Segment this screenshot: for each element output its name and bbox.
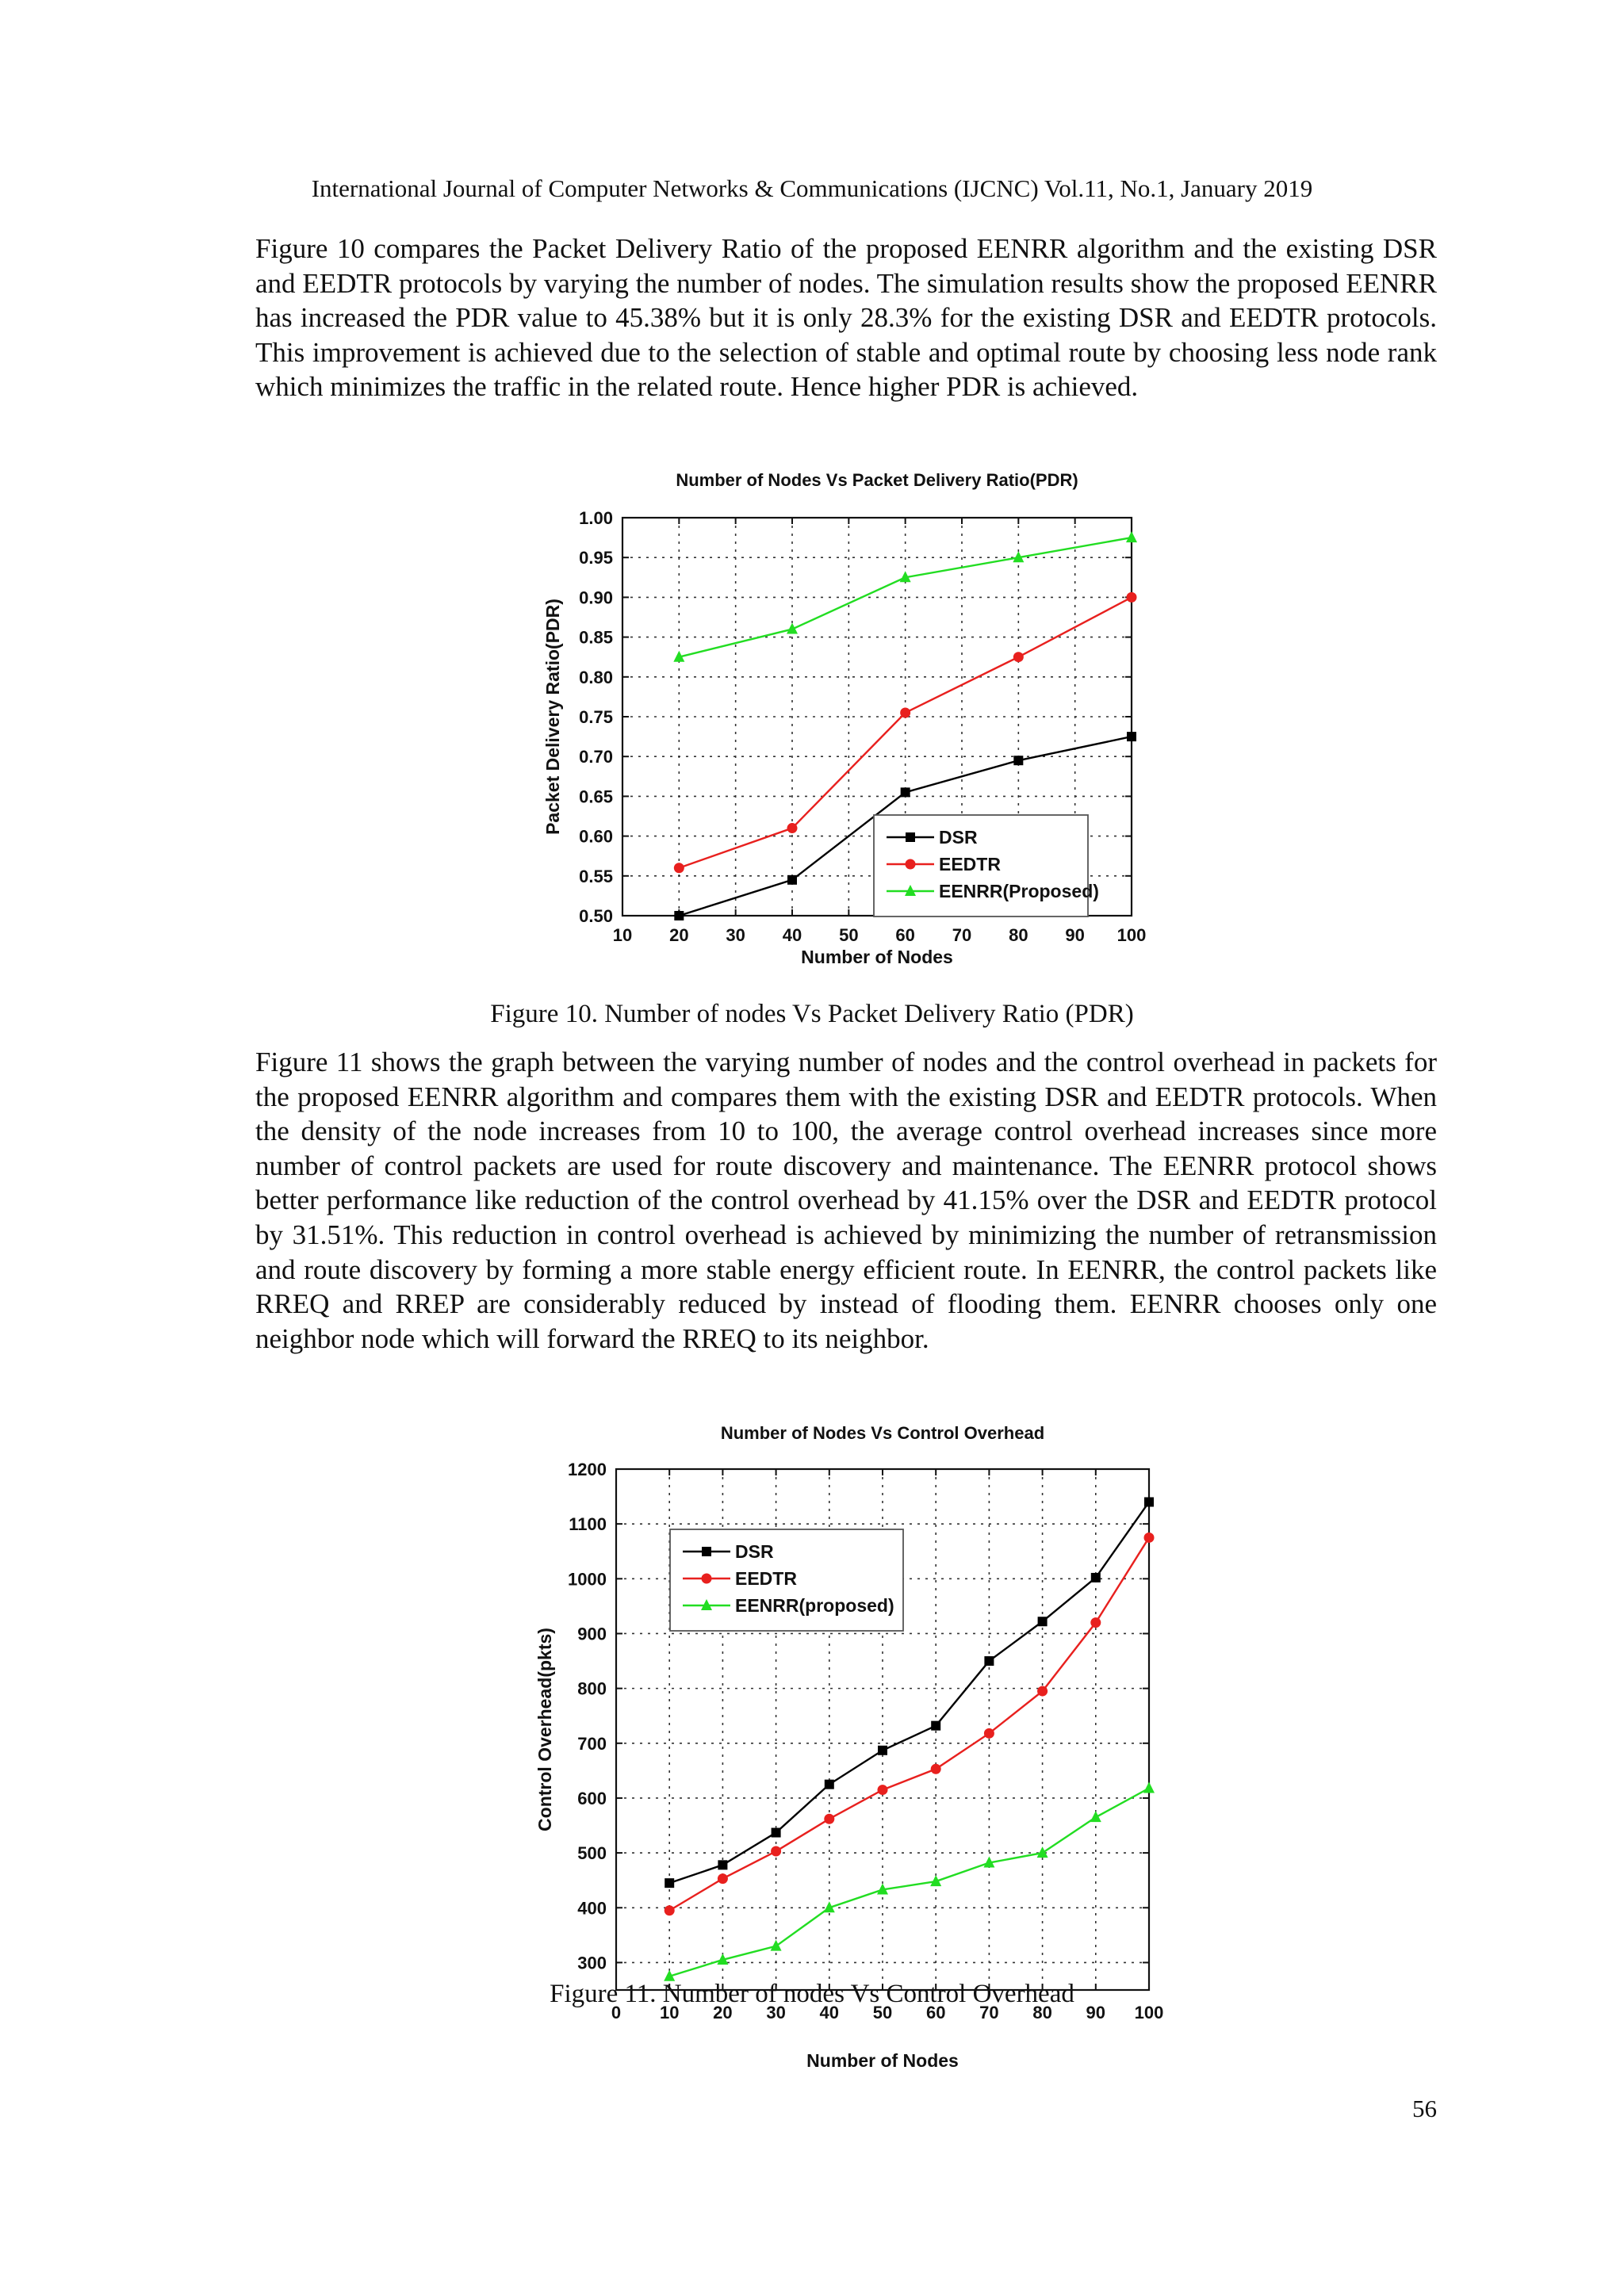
- chart0-y-tick-label-4: 0.70: [579, 747, 613, 767]
- chart1-point-eedtr-1: [718, 1873, 728, 1884]
- chart1-point-dsr-2: [772, 1828, 781, 1838]
- chart0-y-tick-label-1: 0.55: [579, 866, 613, 886]
- chart1-point-dsr-6: [984, 1656, 994, 1666]
- chart1-x-tick-label-0: 0: [611, 2003, 622, 2022]
- chart1-point-dsr-0: [665, 1878, 674, 1888]
- chart0-legend: [874, 815, 1099, 916]
- chart1-point-eenrr-proposed-9: [1143, 1781, 1155, 1793]
- chart0-title: Number of Nodes Vs Packet Delivery Ratio(PDR): [676, 470, 1078, 490]
- chart1-point-eedtr-6: [984, 1728, 994, 1739]
- chart1-point-dsr-1: [718, 1860, 727, 1869]
- chart1-y-tick-label-3: 600: [577, 1788, 607, 1808]
- chart1-y-tick-label-2: 500: [577, 1843, 607, 1864]
- chart0-point-eedtr-0: [674, 863, 684, 873]
- chart1-y-tick-label-8: 1100: [569, 1514, 607, 1535]
- chart1-series-eenrr-proposed: [664, 1781, 1155, 1980]
- chart0-y-axis-label: Packet Delivery Ratio(PDR): [542, 599, 563, 835]
- chart1-point-eedtr-3: [824, 1814, 834, 1824]
- chart1-x-tick-label-2: 20: [713, 2003, 733, 2022]
- chart1-x-axis-label: Number of Nodes: [806, 2050, 959, 2071]
- chart0-y-tick-label-0: 0.50: [579, 906, 613, 926]
- chart1-point-dsr-7: [1038, 1617, 1048, 1626]
- chart1-point-eedtr-5: [931, 1764, 941, 1774]
- chart0-point-eenrr-proposed-4: [1126, 531, 1137, 542]
- chart0-point-dsr-0: [674, 911, 684, 920]
- chart1-legend-label-eenrr-proposed: EENRR(proposed): [735, 1595, 894, 1616]
- chart0-point-dsr-3: [1013, 756, 1023, 765]
- chart1-y-tick-label-9: 1200: [568, 1460, 607, 1479]
- chart0-x-tick-label-8: 90: [1065, 925, 1085, 945]
- chart0-legend-label-eenrr-proposed: EENRR(Proposed): [939, 881, 1099, 901]
- chart0-point-eedtr-4: [1127, 592, 1137, 603]
- chart1-y-tick-label-7: 1000: [568, 1569, 607, 1590]
- chart1-x-tick-label-6: 60: [925, 2003, 946, 2022]
- chart1-x-tick-label-7: 70: [979, 2003, 999, 2022]
- chart1-x-tick-label-5: 50: [872, 2003, 893, 2022]
- chart0-x-tick-label-1: 20: [669, 925, 689, 945]
- chart1-x-tick-label-10: 100: [1134, 2003, 1164, 2022]
- chart1-point-dsr-9: [1144, 1497, 1154, 1506]
- chart1-point-eedtr-7: [1037, 1686, 1048, 1697]
- chart0-legend-label-eedtr: EEDTR: [939, 854, 1001, 874]
- chart1-x-tick-label-9: 90: [1086, 2003, 1106, 2022]
- chart0-y-tick-label-5: 0.75: [579, 707, 613, 727]
- chart1-y-tick-label-0: 300: [577, 1953, 607, 1973]
- chart1-point-dsr-8: [1091, 1573, 1101, 1582]
- chart1-point-eedtr-8: [1090, 1617, 1101, 1628]
- chart0-y-tick-label-8: 0.90: [579, 587, 613, 608]
- chart0-x-tick-label-5: 60: [895, 925, 915, 945]
- chart1-title: Number of Nodes Vs Control Overhead: [720, 1423, 1045, 1443]
- chart1-x-tick-label-1: 10: [659, 2003, 680, 2022]
- chart1-point-eedtr-0: [665, 1905, 675, 1915]
- chart0-y-tick-label-9: 0.95: [579, 548, 613, 568]
- journal-header: International Journal of Computer Networks & Communications (IJCNC) Vol.11, No.1, January 2019: [311, 174, 1313, 202]
- chart0-x-tick-label-4: 50: [839, 925, 859, 945]
- chart1-point-eenrr-proposed-7: [1037, 1846, 1048, 1858]
- chart0-x-tick-label-0: 10: [612, 925, 633, 945]
- chart0-point-dsr-4: [1127, 732, 1136, 741]
- chart1-y-axis-label: Control Overhead(pkts): [534, 1628, 555, 1831]
- chart1-point-dsr-3: [825, 1780, 834, 1789]
- chart0-legend-marker-eedtr: [906, 859, 916, 870]
- chart1-point-eenrr-proposed-2: [771, 1940, 782, 1951]
- chart0-point-eedtr-1: [787, 823, 798, 833]
- chart0-point-dsr-1: [787, 875, 797, 885]
- chart1-y-tick-label-5: 800: [577, 1678, 607, 1699]
- paragraph-figure-11-discussion: Figure 11 shows the graph between the varying number of nodes and the control overhead in packets for the proposed EENRR algorithm and compares them with the existing DSR and EEDTR protocols. When the density of the node increases from 10 to 100, the average control overhead increases since more number of control packets are used for route discovery and maintenance. The EENRR protocol shows better performance like reduction of the control overhead by 41.15% over the DSR and EEDTR protocol by 31.51%. This reduction in control overhead is achieved by minimizing the number of retransmission and route discovery by forming a more stable energy efficient route. In EENRR, the control packets like RREQ and RREP are considerably reduced by instead of flooding them. EENRR chooses only one neighbor node which will forward the RREQ to its neighbor.: [255, 1047, 1437, 1354]
- chart1-x-tick-label-4: 40: [819, 2003, 840, 2022]
- chart1-legend-marker-eedtr: [702, 1574, 712, 1584]
- paragraph-figure-10-discussion: Figure 10 compares the Packet Delivery Ratio of the proposed EENRR algorithm and the existing DSR and EEDTR protocols by varying the number of nodes. The simulation results show the proposed EENRR has increased the PDR value to 45.38% but it is only 28.3% for the existing DSR and EEDTR protocols. This improvement is achieved due to the selection of stable and optimal route by choosing less node rank which minimizes the traffic in the related route. Hence higher PDR is achieved.: [255, 233, 1437, 403]
- chart1-point-eedtr-2: [771, 1846, 781, 1857]
- chart0-x-tick-label-7: 80: [1009, 925, 1028, 945]
- chart0-point-dsr-2: [901, 787, 910, 797]
- chart1-x-tick-label-8: 80: [1032, 2003, 1052, 2022]
- chart1-line-eenrr-proposed: [669, 1788, 1149, 1976]
- chart0-x-tick-label-3: 40: [782, 925, 802, 945]
- chart1-point-eedtr-4: [878, 1785, 888, 1795]
- chart0-legend-label-dsr: DSR: [939, 827, 978, 848]
- chart0-y-tick-label-7: 0.85: [579, 627, 613, 648]
- chart0-point-eedtr-2: [900, 707, 910, 718]
- chart1-legend: [670, 1529, 903, 1631]
- chart1-x-tick-label-3: 30: [766, 2003, 786, 2022]
- chart0-y-tick-label-2: 0.60: [579, 826, 613, 847]
- chart1-point-eedtr-9: [1144, 1533, 1155, 1543]
- chart1-point-dsr-5: [931, 1721, 940, 1731]
- chart1-y-tick-label-4: 700: [577, 1733, 607, 1754]
- chart0-x-axis-label: Number of Nodes: [801, 947, 953, 967]
- chart1-point-dsr-4: [878, 1746, 887, 1755]
- figure-11-control-overhead-chart: [0, 1415, 1624, 2071]
- chart1-legend-label-dsr: DSR: [735, 1541, 774, 1562]
- chart0-legend-marker-dsr: [906, 832, 915, 842]
- chart0-x-tick-label-9: 100: [1116, 925, 1147, 945]
- chart1-legend-label-eedtr: EEDTR: [735, 1568, 797, 1589]
- chart0-y-tick-label-3: 0.65: [579, 786, 613, 807]
- chart1-legend-marker-dsr: [702, 1547, 711, 1556]
- chart0-x-tick-label-2: 30: [726, 925, 745, 945]
- figure-11-caption: Figure 11. Number of nodes Vs Control Overhead: [550, 1980, 1074, 2008]
- chart0-y-tick-label-6: 0.80: [579, 667, 613, 687]
- chart1-y-tick-label-1: 400: [577, 1898, 607, 1919]
- chart1-point-eenrr-proposed-8: [1090, 1811, 1101, 1822]
- figure-10-pdr-chart: [0, 466, 1624, 1009]
- chart0-point-eedtr-3: [1013, 652, 1024, 662]
- chart0-x-tick-label-6: 70: [952, 925, 972, 945]
- page-number: 56: [1412, 2095, 1437, 2122]
- figure-10-caption: Figure 10. Number of nodes Vs Packet Delivery Ratio (PDR): [490, 1000, 1134, 1028]
- chart0-y-tick-label-10: 1.00: [579, 508, 613, 528]
- chart1-y-tick-label-6: 900: [577, 1624, 607, 1644]
